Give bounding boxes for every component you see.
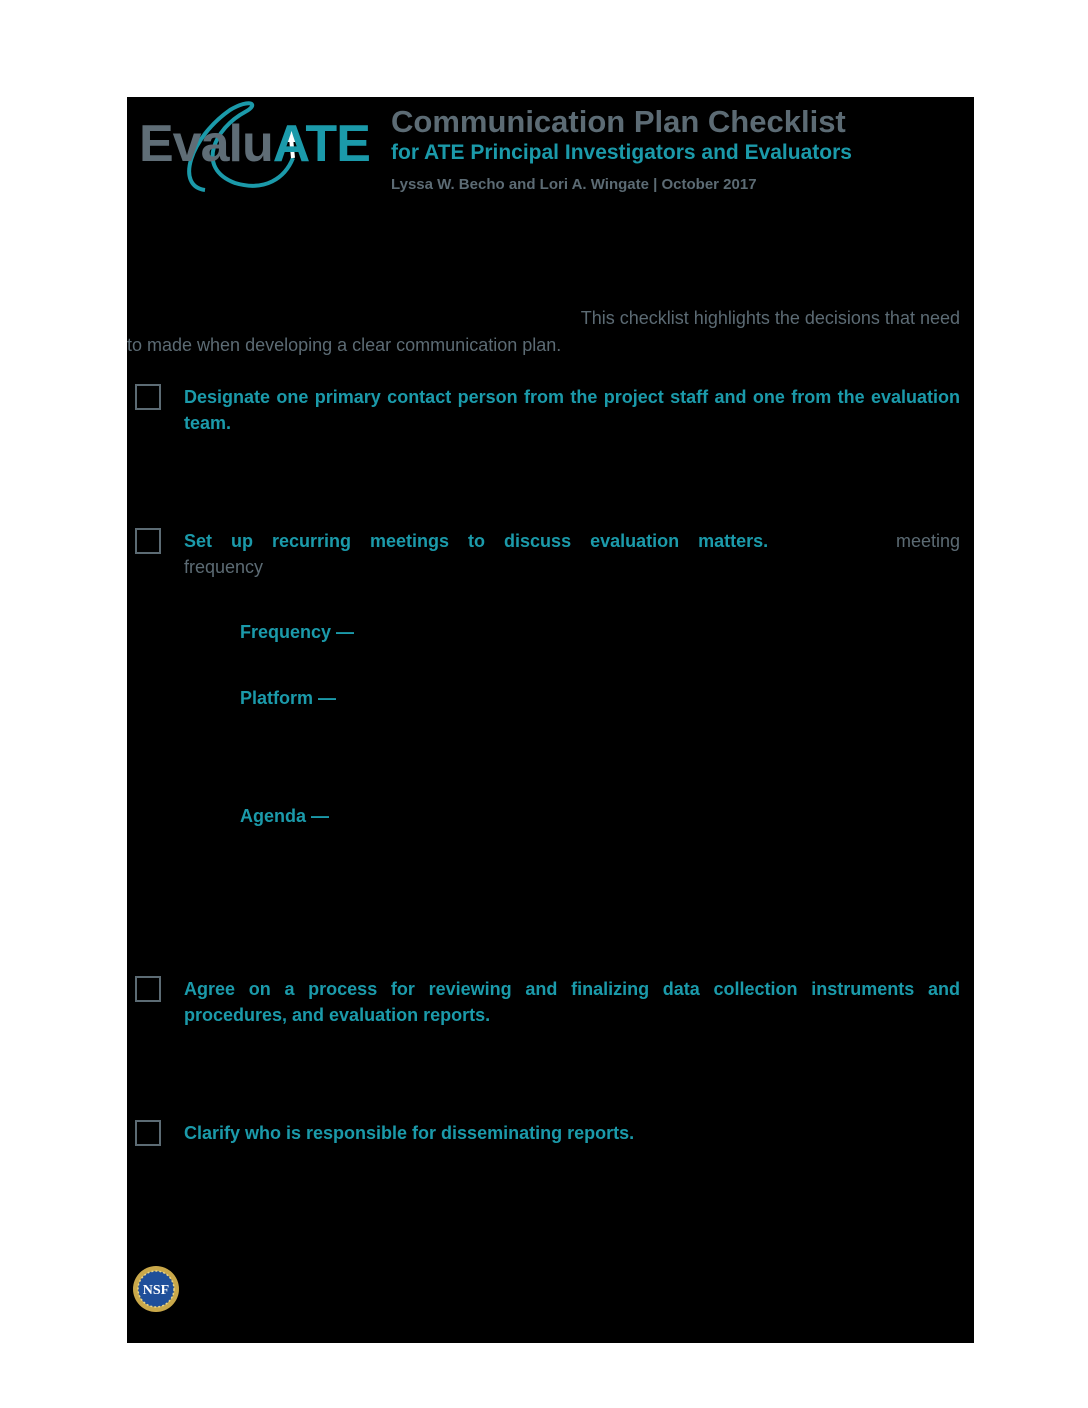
checklist-item-2: [184, 528, 960, 554]
checklist-item-1: Designate one primary contact person from the project staff and one from the evaluation team.: [184, 387, 960, 433]
page-title: Communication Plan Checklist: [391, 104, 846, 139]
authors-line: Lyssa W. Becho and Lori A. Wingate | October 2017: [391, 176, 757, 193]
checklist-item-4: Clarify who is responsible for disseminating reports.: [184, 1123, 635, 1143]
checkbox-item-2[interactable]: [135, 528, 161, 554]
checkbox-item-3[interactable]: [135, 976, 161, 1002]
logo-part-1: Evalu: [139, 115, 273, 173]
subitem-frequency: Frequency —: [240, 622, 355, 642]
logo-part-2: ATE: [272, 115, 370, 173]
item-2-trailing-1: meeting: [895, 531, 960, 551]
checklist-item-2-text: Set up recurring meetings to discuss evaluation matters.: [184, 531, 769, 551]
intro-line-2: to made when developing a clear communication plan.: [127, 335, 562, 355]
subitem-platform: Platform —: [240, 688, 337, 708]
item-2-trailing-2: frequency: [184, 557, 264, 577]
page-subtitle: for ATE Principal Investigators and Evaluators: [391, 141, 852, 164]
checkbox-item-4[interactable]: [135, 1120, 161, 1146]
checklist-item-3: Agree on a process for reviewing and finalizing data collection instruments and procedures, and evaluation reports.: [184, 979, 960, 1025]
checkbox-item-1[interactable]: [135, 384, 161, 410]
intro-line-1: This checklist highlights the decisions that need: [580, 308, 960, 328]
subitem-agenda: Agenda —: [240, 806, 330, 826]
logo-wordmark: [139, 114, 370, 174]
nsf-logo-icon: [132, 1265, 180, 1313]
nsf-logo-text: NSF: [142, 1283, 170, 1298]
document-page: [127, 97, 974, 1343]
